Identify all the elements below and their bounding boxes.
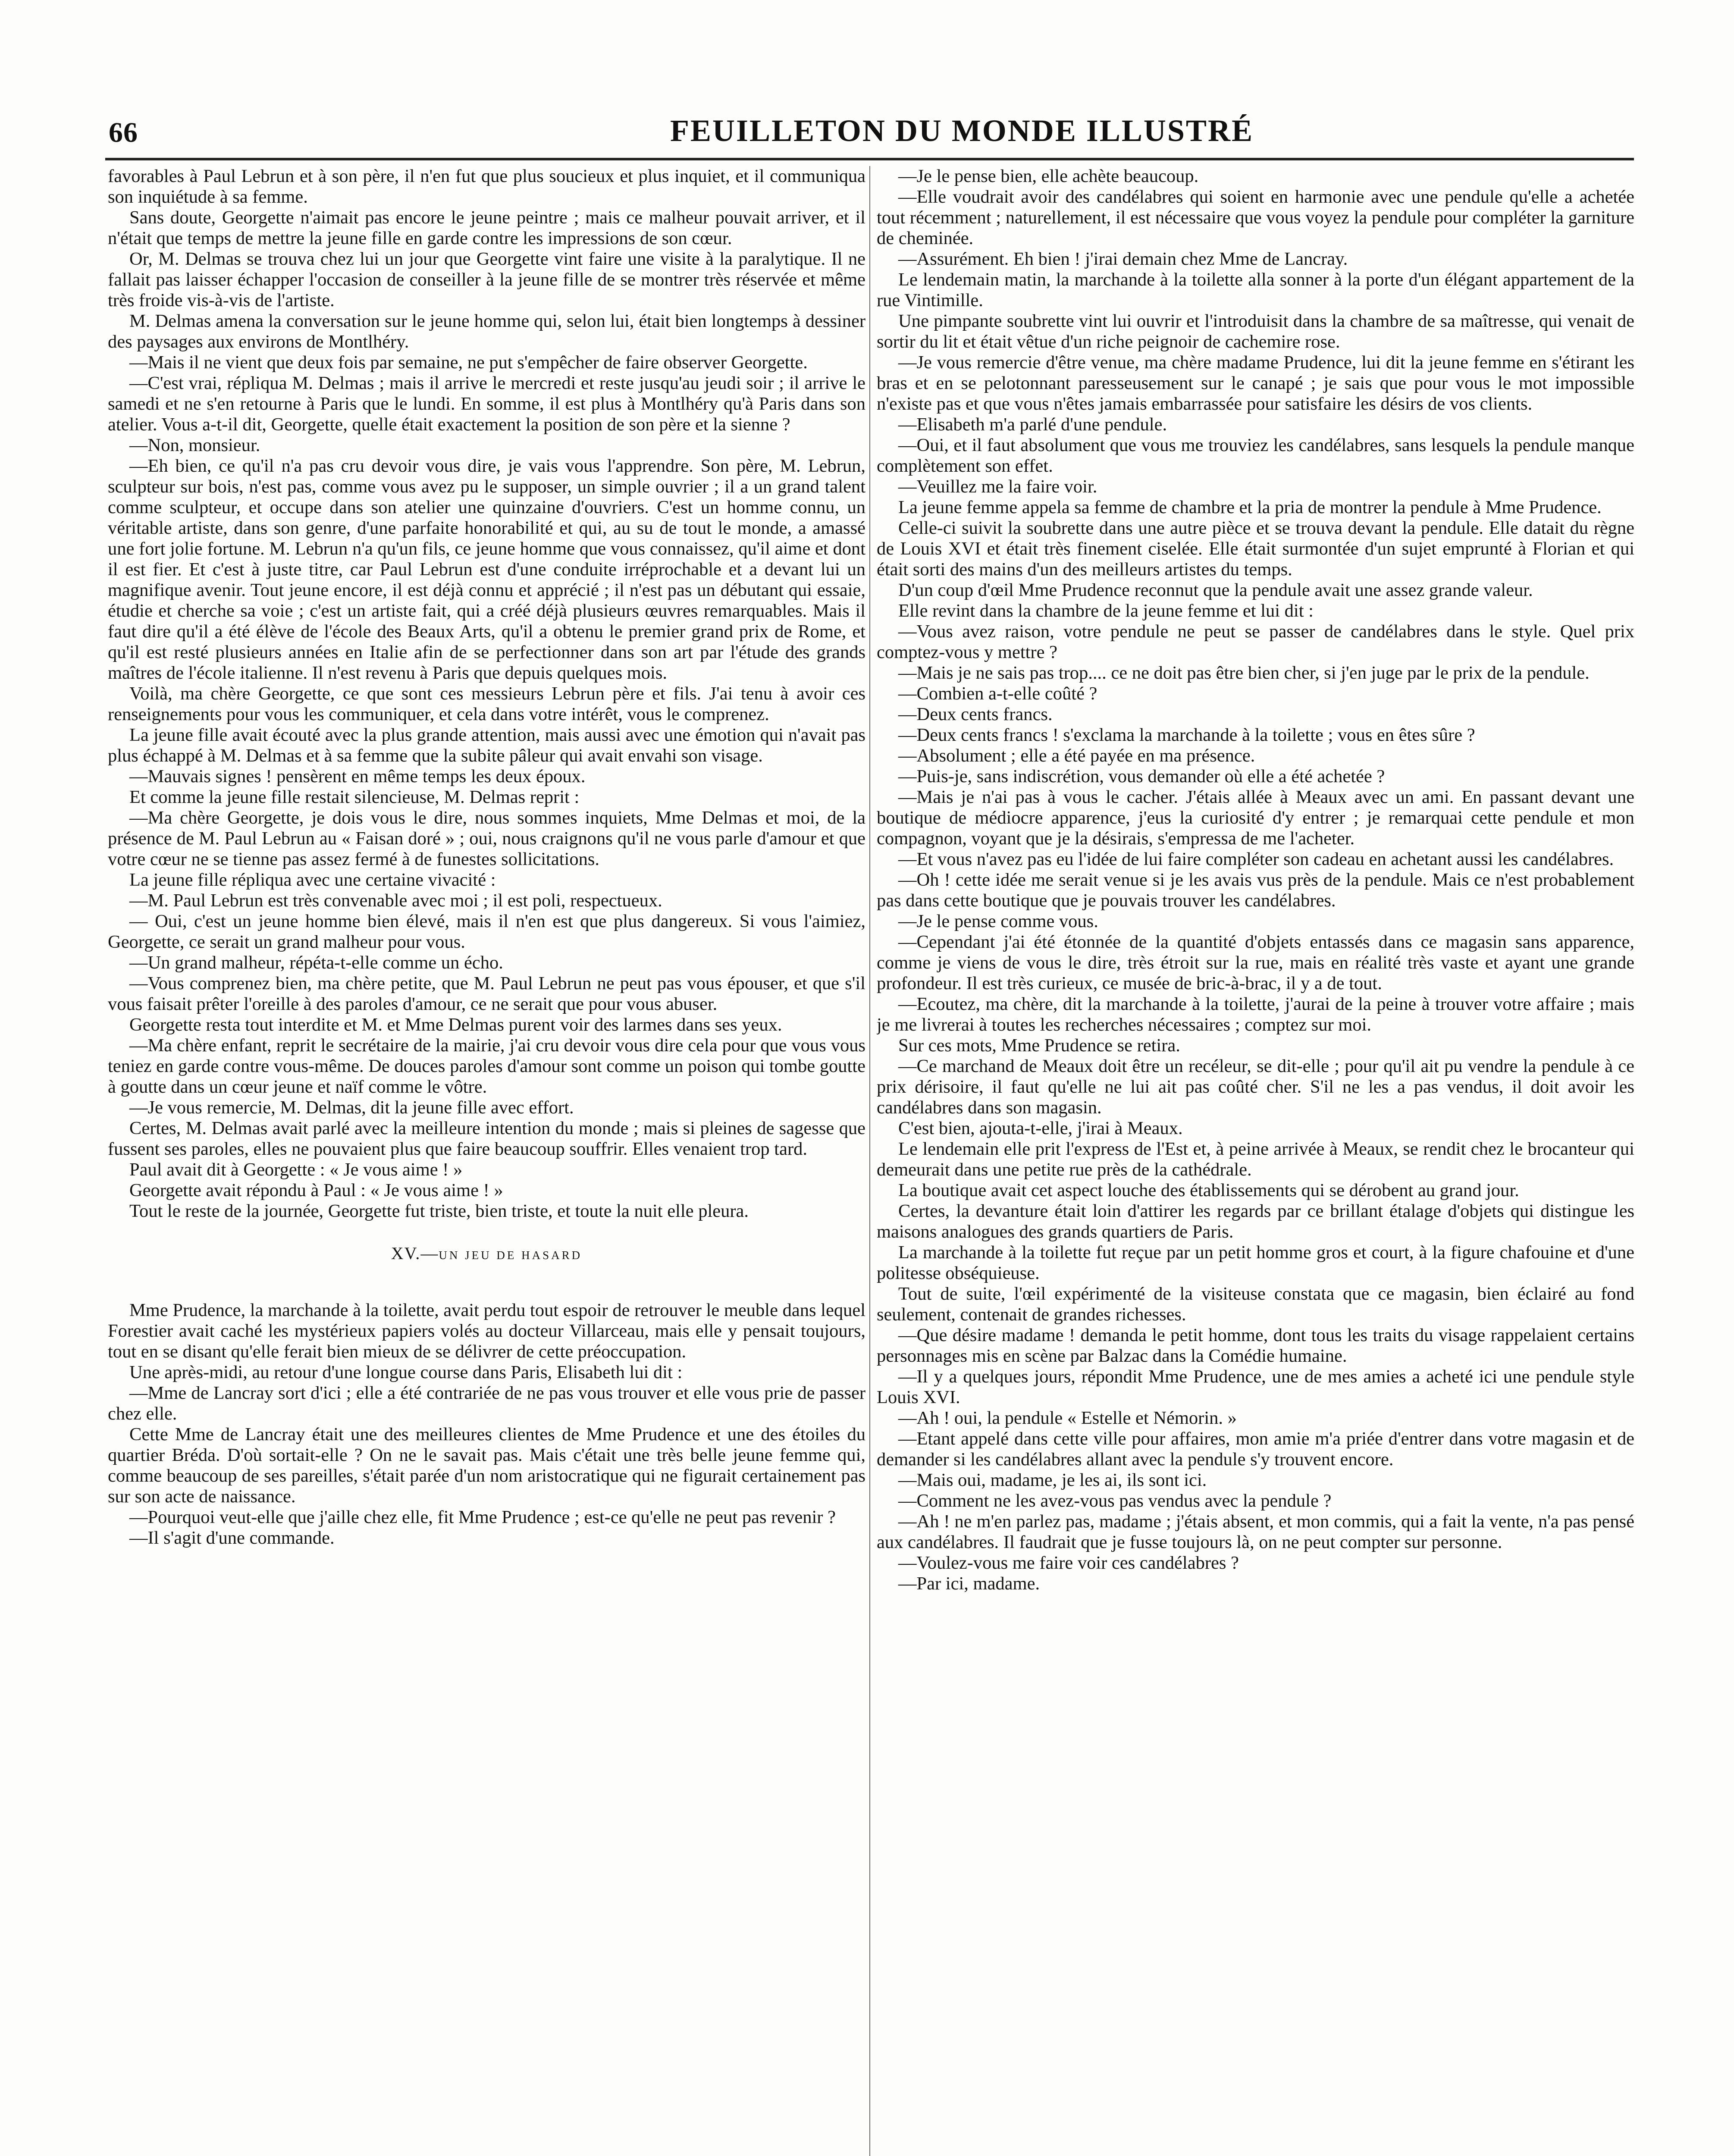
paragraph: —C'est vrai, répliqua M. Delmas ; mais il arrive le mercredi et reste jusqu'au jeudi soir ; il arrive le samedi et ne s'en retourne à Paris que le lundi. En somme, il est plus à Montlhéry qu'à Paris dans son atelier. Vous a-t-il dit, Georgette, quelle était exactement la position de son père et la sienne ? — [108, 373, 865, 435]
paragraph: Voilà, ma chère Georgette, ce que sont ces messieurs Lebrun père et fils. J'ai tenu à avoir ces renseignements pour vous les communiquer, et cela dans votre intérêt, vous le comprenez. — [108, 683, 865, 724]
paragraph: —Elle voudrait avoir des candélabres qui soient en harmonie avec une pendule qu'elle a achetée tout récemment ; naturellement, il est nécessaire que vous voyez la pendule pour compléter la garniture de cheminée. — [877, 187, 1634, 248]
paragraph: —Deux cents francs ! s'exclama la marchande à la toilette ; vous en êtes sûre ? — [898, 725, 1475, 745]
paragraph: M. Delmas amena la conversation sur le jeune homme qui, selon lui, était bien longtemps à dessiner des paysages aux environs de Montlhéry. — [108, 311, 865, 352]
left-column-paragraphs-after — [108, 1300, 865, 1548]
paragraph: Celle-ci suivit la soubrette dans une autre pièce et se trouva devant la pendule. Elle datait du règne de Louis XVI et était très finement ciselée. Elle était surmontée d'un sujet emprunté à Florian et qui était sorti des mains d'un des meilleurs artistes du temps. — [877, 518, 1634, 580]
paragraph: —Absolument ; elle a été payée en ma présence. — [898, 746, 1255, 766]
paragraph: —Puis-je, sans indiscrétion, vous demander où elle a été achetée ? — [898, 766, 1385, 787]
left-column-paragraphs — [108, 166, 865, 1222]
paragraph: —Mauvais signes ! pensèrent en même temps les deux époux. — [129, 766, 586, 787]
paragraph: —Il s'agit d'une commande. — [129, 1528, 335, 1548]
paragraph: —M. Paul Lebrun est très convenable avec moi ; il est poli, respectueux. — [129, 890, 662, 911]
paragraph: —Mais je n'ai pas à vous le cacher. J'étais allée à Meaux avec un ami. En passant devant une boutique de médiocre apparence, j'eus la curiosité d'y entrer ; je remarquai cette pendule et mon compagnon, voyant que je la désirais, s'empressa de me l'acheter. — [877, 787, 1634, 849]
paragraph: —Etant appelé dans cette ville pour affaires, mon amie m'a priée d'entrer dans votre magasin et de demander si les candélabres allant avec la pendule s'y trouvent encore. — [877, 1429, 1634, 1470]
paragraph: Georgette avait répondu à Paul : « Je vous aime ! » — [129, 1180, 503, 1200]
paragraph: La marchande à la toilette fut reçue par un petit homme gros et court, à la figure chafouine et d'une politesse obséquieuse. — [877, 1242, 1634, 1283]
paragraph: —Non, monsieur. — [129, 435, 260, 455]
paragraph: —Oh ! cette idée me serait venue si je les avais vus près de la pendule. Mais ce n'est probablement pas dans cette boutique que je pouvais trouver les candélabres. — [877, 870, 1634, 911]
paragraph: —Mais je ne sais pas trop.... ce ne doit pas être bien cher, si j'en juge par le prix de la pendule. — [898, 663, 1590, 683]
page-number: 66 — [109, 117, 138, 148]
paragraph: —Voulez-vous me faire voir ces candélabres ? — [898, 1553, 1239, 1573]
paragraph: —Vous avez raison, votre pendule ne peut se passer de candélabres dans le style. Quel prix comptez-vous y mettre ? — [877, 621, 1634, 662]
paragraph: —Je le pense bien, elle achète beaucoup. — [898, 166, 1199, 186]
paragraph: —Ah ! ne m'en parlez pas, madame ; j'étais absent, et mon commis, qui a fait la vente, n'a pas pensé aux candélabres. Il faudrait que je fusse toujours là, on ne peut compter sur personne. — [877, 1511, 1634, 1552]
paragraph: —Eh bien, ce qu'il n'a pas cru devoir vous dire, je vais vous l'apprendre. Son père, M. Lebrun, sculpteur sur bois, n'est pas, comme vous avez pu le supposer, un simple ouvrier ; il a un grand talent comme sculpteur, et occupe dans son atelier une quinzaine d'ouvriers. C'est un homme connu, un véritable artiste, dans son genre, d'une parfaite honorabilité et qui, au su de tout le monde, a amassé une fort jolie fortune. M. Lebrun n'a qu'un fils, ce jeune homme que vous connaissez, qu'il aime et dont il est fier. Et c'est à juste titre, car Paul Lebrun est d'une conduite irréprochable et a devant lui un magnifique avenir. Tout jeune encore, il est déjà connu et apprécié ; il n'est pas un débutant qui essaie, étudie et cherche sa voie ; c'est un artiste fait, qui a créé déjà plusieurs œuvres remarquables. Mais il faut dire qu'il a été élève de l'école des Beaux Arts, qu'il a obtenu le premier grand prix de Rome, et qu'il est resté plusieurs années en Italie afin de se perfectionner dans son art par l'étude des grands maîtres de l'école italienne. Il n'est revenu à Paris que depuis quelques mois. — [108, 456, 865, 683]
paragraph: Paul avait dit à Georgette : « Je vous aime ! » — [129, 1159, 463, 1180]
chapter-title: UN JEU DE HASARD — [439, 1249, 583, 1262]
paragraph: —Ma chère Georgette, je dois vous le dire, nous sommes inquiets, Mme Delmas et moi, de la présence de M. Paul Lebrun au « Faisan doré » ; oui, nous craignons qu'il ne vous parle d'amour et que votre cœur ne se tienne pas assez fermé à de funestes sollicitations. — [108, 808, 865, 869]
paragraph: —Mme de Lancray sort d'ici ; elle a été contrariée de ne pas vous trouver et elle vous prie de passer chez elle. — [108, 1383, 865, 1424]
right-column — [877, 166, 1634, 2156]
paragraph: Certes, la devanture était loin d'attirer les regards par ce brillant étalage d'objets qui distingue les maisons analogues des grands quartiers de Paris. — [877, 1201, 1634, 1242]
paragraph: —Par ici, madame. — [898, 1573, 1040, 1594]
left-column — [108, 166, 865, 2156]
paragraph: —Cependant j'ai été étonnée de la quantité d'objets entassés dans ce magasin sans apparence, comme je viens de vous le dire, très étroit sur la rue, mais en réalité très vaste et ayant une grande profondeur. Il est très curieux, ce musée de bric-à-brac, il y a de tout. — [877, 932, 1634, 993]
paragraph: —Mais il ne vient que deux fois par semaine, ne put s'empêcher de faire observer Georgette. — [129, 352, 808, 373]
paragraph: Une pimpante soubrette vint lui ouvrir et l'introduisit dans la chambre de sa maîtresse, qui venait de sortir du lit et était vêtue d'un riche peignoir de cachemire rose. — [877, 311, 1634, 352]
paragraph: Le lendemain elle prit l'express de l'Est et, à peine arrivée à Meaux, se rendit chez le brocanteur qui demeurait dans une petite rue près de la cathédrale. — [877, 1139, 1634, 1180]
column-divider — [869, 166, 870, 2156]
paragraph: Tout le reste de la journée, Georgette fut triste, bien triste, et toute la nuit elle pleura. — [129, 1201, 749, 1221]
paragraph: Mme Prudence, la marchande à la toilette, avait perdu tout espoir de retrouver le meuble dans lequel Forestier avait caché les mystérieux papiers volés au docteur Villarceau, mais elle y pensait toujours, tout en se disant qu'elle ferait bien mieux de se délivrer de cette préoccupation. — [108, 1300, 865, 1362]
paragraph: —Oui, et il faut absolument que vous me trouviez les candélabres, sans lesquels la pendule manque complètement son effet. — [877, 435, 1634, 476]
paragraph: —Ecoutez, ma chère, dit la marchande à la toilette, j'aurai de la peine à trouver votre affaire ; mais je me livrerai à toutes les recherches nécessaires ; comptez sur moi. — [877, 994, 1634, 1035]
paragraph: —Veuillez me la faire voir. — [898, 476, 1097, 497]
paragraph: —Pourquoi veut-elle que j'aille chez elle, fit Mme Prudence ; est-ce qu'elle ne peut pas revenir ? — [129, 1507, 836, 1527]
paragraph: La jeune femme appela sa femme de chambre et la pria de montrer la pendule à Mme Prudence. — [898, 497, 1602, 517]
right-column-paragraphs — [877, 166, 1634, 1594]
paragraph: —Elisabeth m'a parlé d'une pendule. — [898, 414, 1167, 435]
paragraph: —Combien a-t-elle coûté ? — [898, 683, 1097, 704]
paragraph: —Comment ne les avez-vous pas vendus avec la pendule ? — [898, 1491, 1332, 1511]
paragraph: La jeune fille avait écouté avec la plus grande attention, mais aussi avec une émotion qui n'avait pas plus échappé à M. Delmas et à sa femme que la subite pâleur qui avait envahi son visage. — [108, 725, 865, 766]
chapter-heading — [108, 1243, 865, 1266]
paragraph: D'un coup d'œil Mme Prudence reconnut que la pendule avait une assez grande valeur. — [898, 580, 1533, 600]
paragraph: —Et vous n'avez pas eu l'idée de lui faire compléter son cadeau en achetant aussi les candélabres. — [898, 849, 1614, 869]
paragraph: Tout de suite, l'œil expérimenté de la visiteuse constata que ce magasin, bien éclairé au fond seulement, contenait de grandes richesses. — [877, 1284, 1634, 1325]
paragraph: —Il y a quelques jours, répondit Mme Prudence, une de mes amies a acheté ici une pendule style Louis XVI. — [877, 1366, 1634, 1407]
paragraph: —Vous comprenez bien, ma chère petite, que M. Paul Lebrun ne peut pas vous épouser, et que s'il vous faisait prêter l'oreille à des paroles d'amour, ce ne serait que pour vous abuser. — [108, 973, 865, 1014]
paragraph: —Je vous remercie, M. Delmas, dit la jeune fille avec effort. — [129, 1097, 574, 1118]
paragraph: Or, M. Delmas se trouva chez lui un jour que Georgette vint faire une visite à la paralytique. Il ne fallait pas laisser échapper l'occasion de conseiller à la jeune fille de se montrer très réservée et même très froide vis-à-vis de l'artiste. — [108, 249, 865, 310]
header-rule — [105, 158, 1634, 160]
paragraph: La jeune fille répliqua avec une certaine vivacité : — [129, 870, 496, 890]
chapter-number: XV.— — [391, 1244, 439, 1263]
paragraph: —Ma chère enfant, reprit le secrétaire de la mairie, j'ai cru devoir vous dire cela pour que vous vous teniez en garde contre vous-même. De douces paroles d'amour sont comme un poison qui tombe goutte à goutte dans un cœur jeune et naïf comme le vôtre. — [108, 1035, 865, 1097]
paragraph: —Deux cents francs. — [898, 704, 1053, 724]
paragraph: La boutique avait cet aspect louche des établissements qui se dérobent au grand jour. — [898, 1180, 1519, 1200]
paragraph: —Assurément. Eh bien ! j'irai demain chez Mme de Lancray. — [898, 249, 1348, 269]
paragraph: —Je vous remercie d'être venue, ma chère madame Prudence, lui dit la jeune femme en s'étirant les bras et en se pelotonnant paresseusement sur le canapé ; je sais que pour vous le mot impossible n'existe pas et que vous n'êtes jamais embarrassée pour satisfaire les désirs de vos clients. — [877, 352, 1634, 414]
paragraph: —Ah ! oui, la pendule « Estelle et Némorin. » — [898, 1408, 1237, 1428]
paragraph: —Mais oui, madame, je les ai, ils sont ici. — [898, 1470, 1207, 1490]
paragraph: C'est bien, ajouta-t-elle, j'irai à Meaux. — [898, 1118, 1183, 1138]
paragraph: — Oui, c'est un jeune homme bien élevé, mais il n'en est que plus dangereux. Si vous l'aimiez, Georgette, ce serait un grand malheur pour vous. — [108, 911, 865, 952]
paragraph: Sur ces mots, Mme Prudence se retira. — [898, 1035, 1180, 1056]
paragraph: —Je le pense comme vous. — [898, 911, 1098, 931]
paragraph: Certes, M. Delmas avait parlé avec la meilleure intention du monde ; mais si pleines de sagesse que fussent ses paroles, elles ne pouvaient plus que faire beaucoup souffrir. Elles venaient trop tard. — [108, 1118, 865, 1159]
paragraph: —Que désire madame ! demanda le petit homme, dont tous les traits du visage rappelaient certains personnages mis en scène par Balzac dans la Comédie humaine. — [877, 1325, 1634, 1366]
paragraph: Le lendemain matin, la marchande à la toilette alla sonner à la porte d'un élégant appartement de la rue Vintimille. — [877, 270, 1634, 310]
paragraph: —Ce marchand de Meaux doit être un recéleur, se dit-elle ; pour qu'il ait pu vendre la pendule à ce prix dérisoire, il faut qu'elle ne lui ait pas coûté cher. S'il ne les a pas vendus, il doit avoir les candélabres dans son magasin. — [877, 1056, 1634, 1118]
paragraph: Georgette resta tout interdite et M. et Mme Delmas purent voir des larmes dans ses yeux. — [129, 1015, 782, 1035]
paragraph: Une après-midi, au retour d'une longue course dans Paris, Elisabeth lui dit : — [129, 1362, 683, 1382]
running-title: FEUILLETON DU MONDE ILLUSTRÉ — [670, 113, 1254, 148]
paragraph: Cette Mme de Lancray était une des meilleures clientes de Mme Prudence et une des étoiles du quartier Bréda. D'où sortait-elle ? On ne le savait pas. Mais c'était une très belle jeune femme qui, comme beaucoup de ses pareilles, s'était parée d'un nom aristocratique qui ne figurait certainement pas sur son acte de naissance. — [108, 1424, 865, 1507]
paragraph: Sans doute, Georgette n'aimait pas encore le jeune peintre ; mais ce malheur pouvait arriver, et il n'était que temps de mettre la jeune fille en garde contre les impressions de son cœur. — [108, 207, 865, 248]
paragraph: favorables à Paul Lebrun et à son père, il n'en fut que plus soucieux et plus inquiet, et il communiqua son inquiétude à sa femme. — [108, 166, 865, 207]
paragraph: Elle revint dans la chambre de la jeune femme et lui dit : — [898, 601, 1314, 621]
paragraph: —Un grand malheur, répéta-t-elle comme un écho. — [129, 953, 503, 973]
paragraph: Et comme la jeune fille restait silencieuse, M. Delmas reprit : — [129, 787, 580, 807]
